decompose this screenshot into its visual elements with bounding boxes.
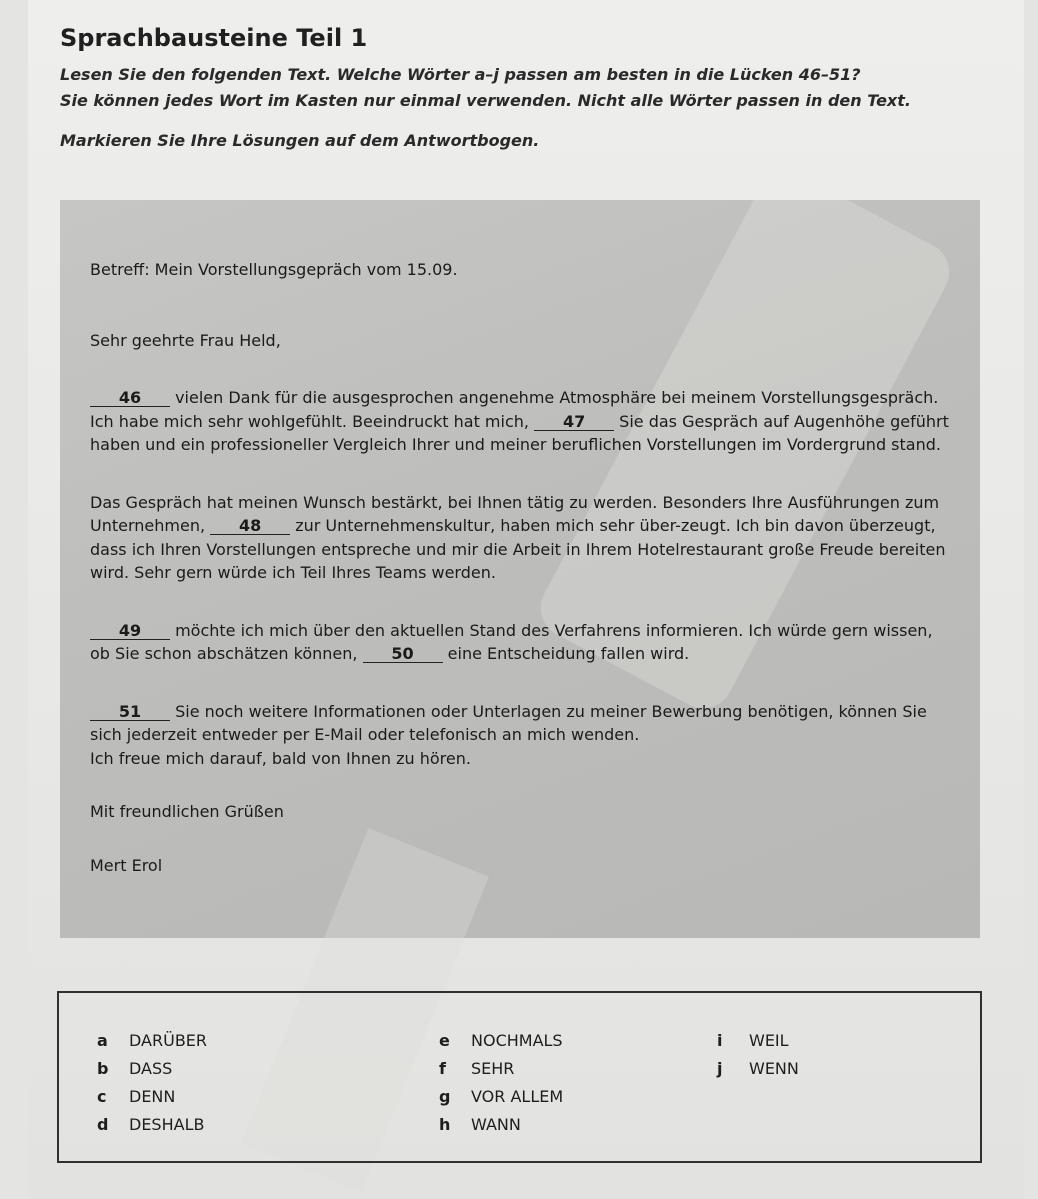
paragraph-text: Sie noch weitere Informationen oder Unterlagen zu meiner Bewerbung benötigen, können Sie sich jederzeit entweder per E-Mail oder telefonisch an mich wenden. bbox=[90, 701, 927, 744]
paragraph-text: vielen Dank für die ausgesprochen angenehme Atmosphäre bei meinem Vorstellungsgespräch. Ich habe mich sehr wohlgefühlt. Beeindruckt hat mich, bbox=[90, 388, 939, 431]
word-option-h[interactable]: h WANN bbox=[439, 1115, 521, 1134]
word-option-a[interactable]: a DARÜBER bbox=[97, 1031, 208, 1050]
letter-paragraph bbox=[90, 700, 950, 747]
paragraph-text: Das Gespräch hat meinen Wunsch bestärkt, bei Ihnen tätig zu werden. Besonders Ihre Ausführungen zum Unternehmen, bbox=[90, 492, 940, 535]
word-option-b[interactable]: b DASS bbox=[97, 1059, 173, 1078]
letter-signature: Mert Erol bbox=[90, 855, 163, 875]
word-option-d[interactable]: d DESHALB bbox=[97, 1115, 205, 1134]
gap-47[interactable]: 47 bbox=[534, 413, 614, 431]
word-option-c[interactable]: c DENN bbox=[97, 1087, 176, 1106]
word-option-f[interactable]: f SEHR bbox=[439, 1059, 515, 1078]
paragraph-text: Sie das Gespräch auf Augenhöhe geführt haben und ein professioneller Vergleich Ihrer und meiner beruflichen Vorstellungen im Vordergrund stand. bbox=[90, 411, 949, 454]
letter-subject: Betreff: Mein Vorstellungsgepräch vom 15.09. bbox=[90, 260, 458, 279]
word-bank-column bbox=[717, 1027, 799, 1083]
instruction-line: Lesen Sie den folgenden Text. Welche Wörter a–j passen am besten in die Lücken 46–51? bbox=[60, 65, 861, 84]
page-title: Sprachbausteine Teil 1 bbox=[60, 24, 368, 52]
word-bank-column bbox=[97, 1027, 207, 1139]
word-option-e[interactable]: e NOCHMALS bbox=[439, 1031, 563, 1050]
instructions bbox=[60, 62, 960, 154]
word-bank-box bbox=[57, 991, 982, 1163]
gap-51[interactable]: 51 bbox=[90, 703, 170, 721]
gap-50[interactable]: 50 bbox=[363, 645, 443, 663]
letter-paragraph bbox=[90, 491, 950, 585]
word-option-g[interactable]: g VOR ALLEM bbox=[439, 1087, 564, 1106]
gap-48[interactable]: 48 bbox=[210, 517, 290, 535]
paragraph-text: möchte ich mich über den aktuellen Stand des Verfahrens informieren. Ich würde gern wissen, ob Sie schon abschätzen können, bbox=[90, 620, 933, 663]
letter-closing: Mit freundlichen Grüßen bbox=[90, 802, 284, 821]
letter-text bbox=[90, 258, 950, 877]
letter-paragraph: Ich freue mich darauf, bald von Ihnen zu hören. bbox=[90, 748, 471, 768]
word-bank-column bbox=[439, 1027, 563, 1139]
instruction-line: Sie können jedes Wort im Kasten nur einmal verwenden. Nicht alle Wörter passen in den Text. bbox=[60, 91, 911, 110]
word-option-i[interactable]: i WEIL bbox=[717, 1031, 789, 1050]
instruction-line: Markieren Sie Ihre Lösungen auf dem Antwortbogen. bbox=[60, 131, 540, 150]
paragraph-text: eine Entscheidung fallen wird. bbox=[442, 644, 690, 663]
word-option-j[interactable]: j WENN bbox=[717, 1059, 799, 1078]
letter-salutation: Sehr geehrte Frau Held, bbox=[90, 330, 281, 350]
letter-paragraph bbox=[90, 619, 950, 666]
paragraph-text: zur Unternehmenskultur, haben mich sehr über-zeugt. Ich bin davon überzeugt, dass ich Ihren Vorstellungen entspreche und mir die Arbeit in Ihrem Hotelrestaurant große Freude bereiten wird. Sehr gern würde ich Teil Ihres Teams werden. bbox=[90, 516, 946, 582]
gap-46[interactable]: 46 bbox=[90, 389, 170, 407]
letter-paragraph bbox=[90, 386, 950, 457]
gap-49[interactable]: 49 bbox=[90, 622, 170, 640]
